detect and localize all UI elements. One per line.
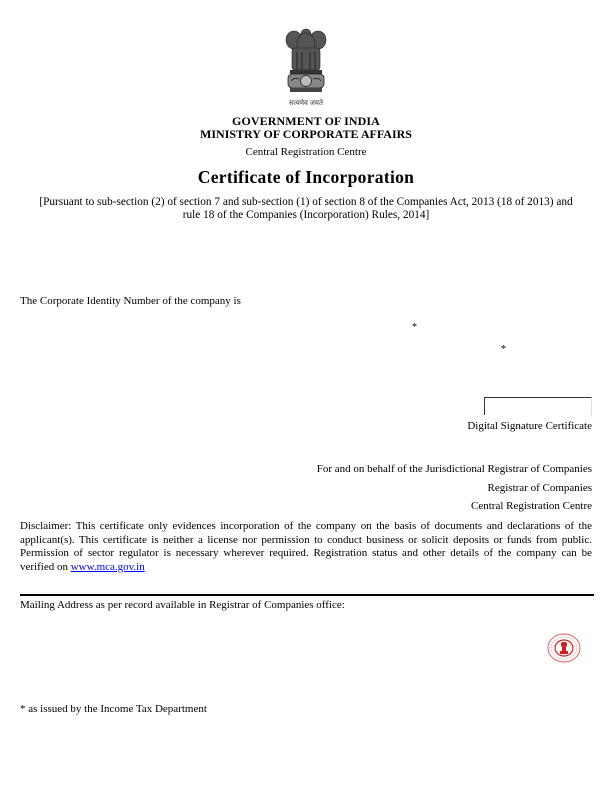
certificate-title: Certificate of Incorporation (197, 167, 415, 187)
disclaimer-text: Disclaimer: This certificate only evidences incorporation of the company on the basis of documents and declarations of the applicant(s). This certificate is neither a license nor permission to conduct business or solicit deposits or funds from public. Permission of sector regulator is necessary wherever required. Registration status and other details of the company can be verified on (20, 520, 592, 573)
ministry-heading: MINISTRY OF CORPORATE AFFAIRS (200, 127, 412, 141)
pursuant-line-2: rule 18 of the Companies (Incorporation) Rules, 2014] (182, 209, 430, 221)
pursuant-line-1: [Pursuant to sub-section (2) of section 7 and sub-section (1) of section 8 of the Companies Act, 2013 (18 of 2013) and (39, 196, 573, 208)
emblem-motto: सत्यमेव जयते (289, 99, 323, 107)
digital-signature-label: Digital Signature Certificate (467, 420, 592, 432)
footnote: * as issued by the Income Tax Department (20, 703, 207, 715)
digital-signature-box (484, 397, 592, 415)
central-registration-centre: Central Registration Centre (471, 500, 592, 512)
cin-asterisk: * (412, 322, 417, 333)
pursuant-clause (20, 196, 592, 222)
mailing-address-label: Mailing Address as per record available in Registrar of Companies office: (20, 599, 345, 611)
cin-label: The Corporate Identity Number of the company is (20, 295, 241, 307)
disclaimer (20, 520, 592, 574)
pan-asterisk: * (501, 344, 506, 355)
section-divider (20, 594, 594, 596)
registrar-of-companies: Registrar of Companies (487, 482, 592, 494)
government-heading: GOVERNMENT OF INDIA (232, 114, 380, 128)
national-emblem-icon (278, 26, 334, 110)
mca-website-link[interactable]: www.mca.gov.in (70, 560, 145, 573)
office-name: Central Registration Centre (245, 146, 367, 158)
official-seal-icon (547, 633, 581, 663)
behalf-of-registrar: For and on behalf of the Jurisdictional Registrar of Companies (316, 463, 592, 475)
